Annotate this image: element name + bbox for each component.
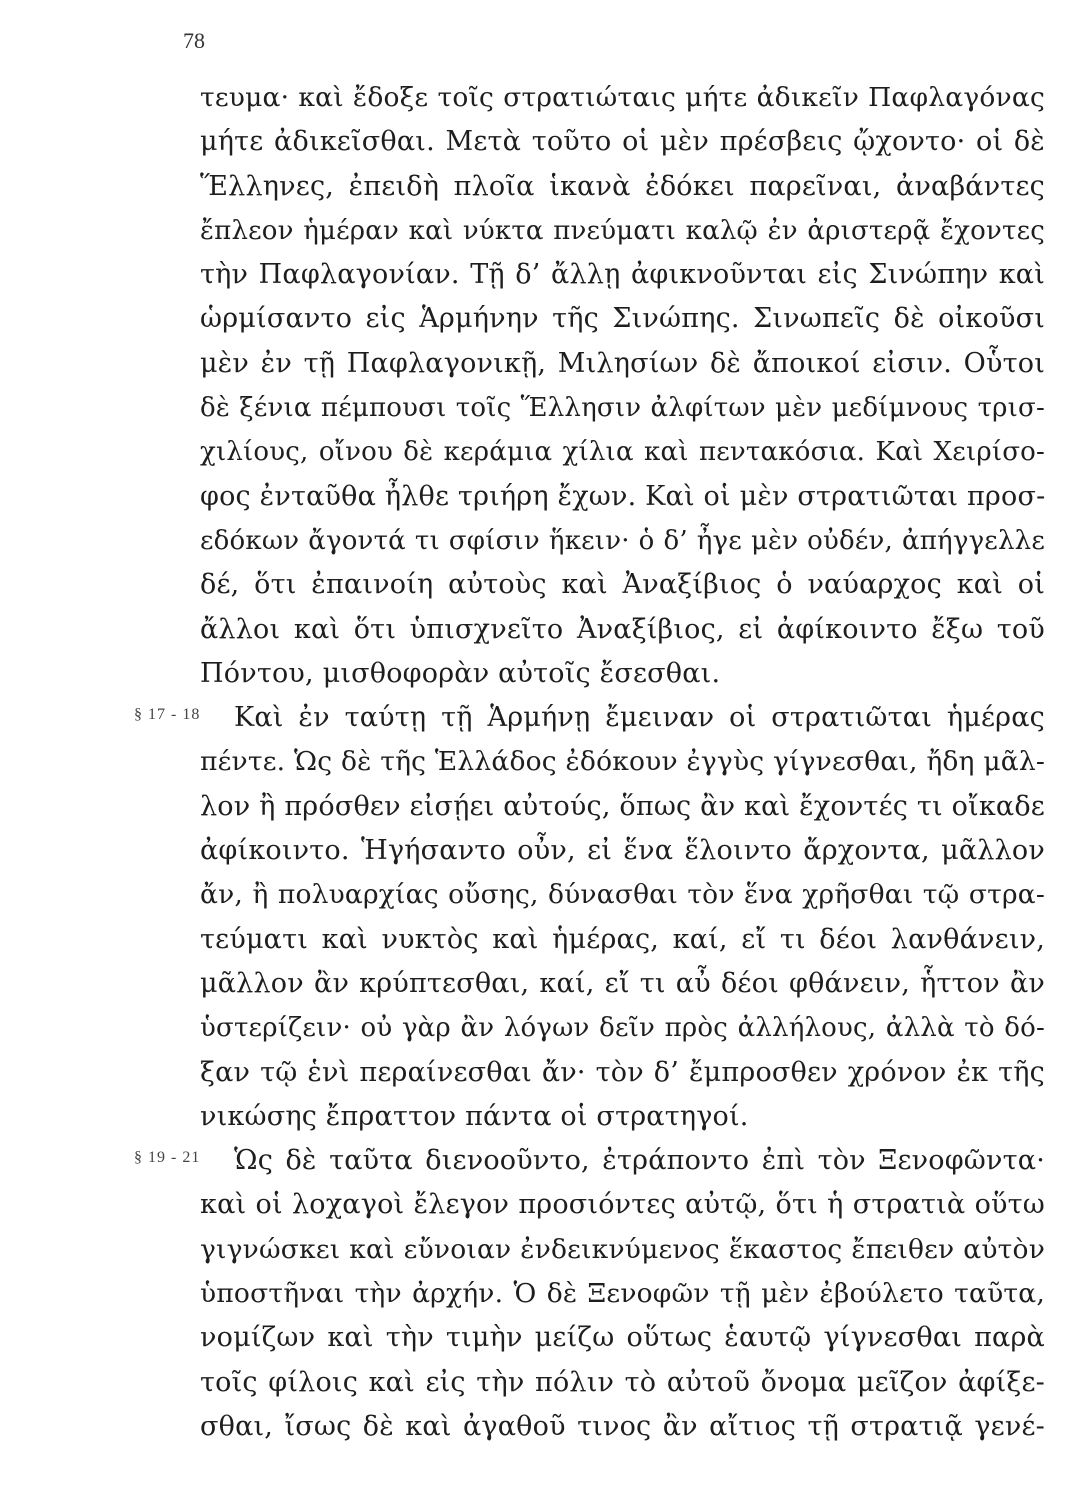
text-line <box>200 829 1045 873</box>
text-line <box>134 696 1045 740</box>
line-text: ἀφίκοιντο. Ἡγήσαντο οὖν, εἰ ἕνα ἕλοιντο ἄρχοντα, μᾶλλον <box>200 835 1045 867</box>
text-line <box>200 1095 1045 1139</box>
text-line <box>200 608 1045 652</box>
text-line <box>200 342 1045 386</box>
line-text: τοῖς φίλοις καὶ εἰς τὴν πόλιν τὸ αὐτοῦ ὄνομα μεῖζον ἀφίξε- <box>200 1366 1045 1398</box>
text-line <box>200 918 1045 962</box>
text-line <box>200 165 1045 209</box>
text-line <box>200 652 1045 696</box>
line-text: ὡρμίσαντο εἰς Ἁρμήνην τῆς Σινώπης. Σινωπεῖς δὲ οἰκοῦσι <box>200 303 1045 335</box>
text-line <box>200 962 1045 1006</box>
line-text: μὲν ἐν τῇ Παφλαγονικῇ, Μιλησίων δὲ ἄποικοί εἰσιν. Οὗτοι <box>200 347 1045 379</box>
line-text: λον ἢ πρόσθεν εἰσῄει αὐτούς, ὅπως ἂν καὶ ἔχοντές τι οἴκαδε <box>200 790 1045 822</box>
line-text: καὶ οἱ λοχαγοὶ ἔλεγον προσιόντες αὐτῷ, ὅτι ἡ στρατιὰ οὕτω <box>200 1189 1045 1221</box>
text-line <box>200 475 1045 519</box>
line-text: ὑποστῆναι τὴν ἀρχήν. Ὁ δὲ Ξενοφῶν τῇ μὲν ἐβούλετο ταῦτα, <box>200 1278 1045 1310</box>
line-text: δὲ ξένια πέμπουσι τοῖς Ἕλλησιν ἀλφίτων μὲν μεδίμνους τρισ- <box>200 393 1045 424</box>
text-line <box>200 120 1045 164</box>
text-line <box>200 76 1045 120</box>
line-text: τεύματι καὶ νυκτὸς καὶ ἡμέρας, καί, εἴ τι δέοι λανθάνειν, <box>200 923 1045 955</box>
line-text: ἄλλοι καὶ ὅτι ὑπισχνεῖτο Ἀναξίβιος, εἰ ἀφίκοιντο ἔξω τοῦ <box>200 613 1045 645</box>
section-reference: § 17 - 18 <box>134 706 201 724</box>
text-line <box>200 1051 1045 1095</box>
text-line <box>200 873 1045 917</box>
line-text: πέντε. Ὡς δὲ τῆς Ἑλλάδος ἐδόκουν ἐγγὺς γίγνεσθαι, ἤδη μᾶλ- <box>200 746 1045 778</box>
text-line <box>200 519 1045 563</box>
line-text: φος ἐνταῦθα ἦλθε τριήρη ἔχων. Καὶ οἱ μὲν στρατιῶται προσ- <box>200 480 1046 512</box>
text-line <box>200 1183 1045 1227</box>
line-text: μᾶλλον ἂν κρύπτεσθαι, καί, εἴ τι αὖ δέοι φθάνειν, ἧττον ἂν <box>200 967 1045 999</box>
greek-text-column <box>134 76 1046 1449</box>
text-line <box>200 1405 1045 1449</box>
text-line <box>200 1272 1045 1316</box>
text-line <box>200 1316 1045 1360</box>
line-text: χιλίους, οἴνου δὲ κεράμια χίλια καὶ πεντακόσια. Καὶ Χειρίσο- <box>200 437 1045 468</box>
text-line <box>200 430 1045 474</box>
line-text: ἔπλεον ἡμέραν καὶ νύκτα πνεύματι καλῷ ἐν ἀριστερᾷ ἔχοντες <box>200 215 1045 246</box>
line-text: μήτε ἀδικεῖσθαι. Μετὰ τοῦτο οἱ μὲν πρέσβεις ᾤχοντο· οἱ δὲ <box>200 126 1045 158</box>
paragraph-first-line: Ὡς δὲ ταῦτα διενοοῦντο, ἐτράποντο ἐπὶ τὸν Ξενοφῶντα· <box>234 1145 1045 1177</box>
line-text: γιγνώσκει καὶ εὔνοιαν ἐνδεικνύμενος ἕκαστος ἔπειθεν αὐτὸν <box>200 1233 1045 1265</box>
line-text: εδόκων ἄγοντά τι σφίσιν ἥκειν· ὁ δ’ ἦγε μὲν οὐδέν, ἀπήγγελλε <box>200 525 1045 556</box>
text-line <box>200 785 1045 829</box>
line-text: τευμα· καὶ ἔδοξε τοῖς στρατιώταις μήτε ἀδικεῖν Παφλαγόνας <box>200 82 1045 113</box>
page-number: 78 <box>183 28 205 53</box>
text-line <box>200 1361 1045 1405</box>
text-line <box>200 253 1045 297</box>
line-text: ἄν, ἢ πολυαρχίας οὔσης, δύνασθαι τὸν ἕνα χρῆσθαι τῷ στρα- <box>200 879 1045 911</box>
text-line <box>200 1228 1045 1272</box>
text-line <box>200 386 1045 430</box>
line-text: νικώσης ἔπραττον πάντα οἱ στρατηγοί. <box>200 1100 749 1132</box>
text-line <box>134 1139 1045 1183</box>
line-text: τὴν Παφλαγονίαν. Τῇ δ’ ἄλλῃ ἀφικνοῦνται εἰς Σινώπην καὶ <box>200 259 1045 291</box>
text-line <box>200 297 1045 341</box>
line-text: σθαι, ἴσως δὲ καὶ ἀγαθοῦ τινος ἂν αἴτιος τῇ στρατιᾷ γενέ- <box>200 1410 1045 1442</box>
line-text: νομίζων καὶ τὴν τιμὴν μείζω οὕτως ἑαυτῷ γίγνεσθαι παρὰ <box>200 1322 1045 1354</box>
line-text: Πόντου, μισθοφορὰν αὐτοῖς ἔσεσθαι. <box>200 657 721 689</box>
text-line <box>200 1006 1045 1050</box>
line-text: ὑστερίζειν· οὐ γὰρ ἂν λόγων δεῖν πρὸς ἀλλήλους, ἀλλὰ τὸ δό- <box>200 1013 1045 1044</box>
paragraph-first-line: Καὶ ἐν ταύτῃ τῇ Ἁρμήνῃ ἔμειναν οἱ στρατιῶται ἡμέρας <box>234 702 1045 734</box>
line-text: δέ, ὅτι ἐπαινοίη αὐτοὺς καὶ Ἀναξίβιος ὁ ναύαρχος καὶ οἱ <box>200 569 1045 601</box>
line-text: ξαν τῷ ἑνὶ περαίνεσθαι ἄν· τὸν δ’ ἔμπροσθεν χρόνον ἐκ τῆς <box>200 1056 1045 1088</box>
text-line <box>200 563 1045 607</box>
text-line <box>200 740 1045 784</box>
section-reference: § 19 - 21 <box>134 1149 201 1167</box>
text-line <box>200 209 1045 253</box>
line-text: Ἕλληνες, ἐπειδὴ πλοῖα ἱκανὰ ἐδόκει παρεῖναι, ἀναβάντες <box>200 170 1045 202</box>
